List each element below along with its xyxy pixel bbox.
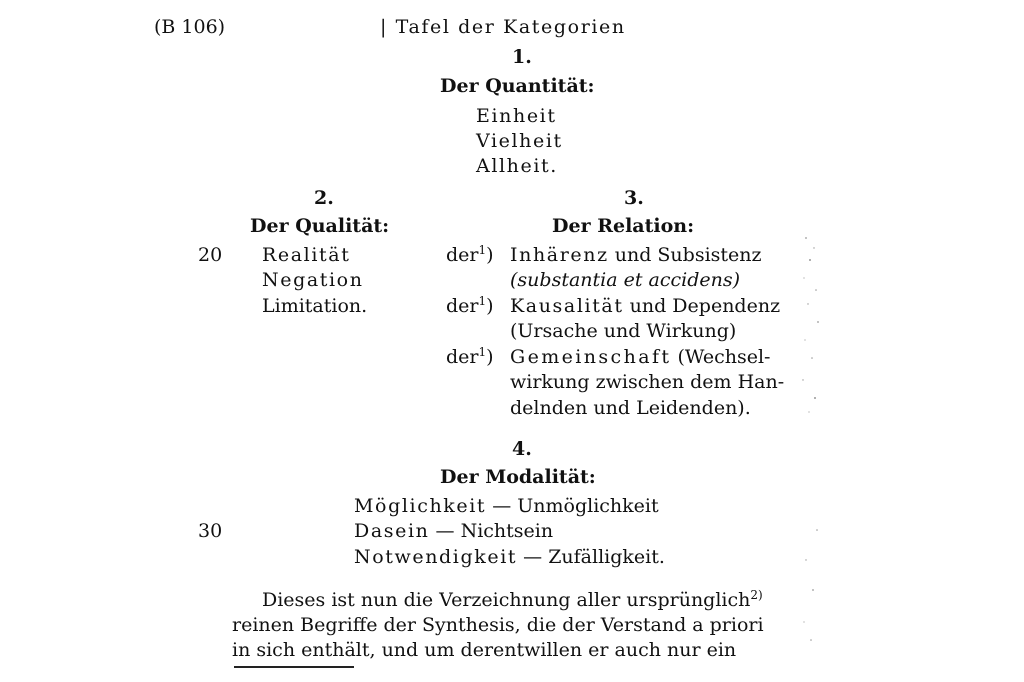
quantity-item: Allheit. [476,155,558,177]
paragraph-line: Dieses ist nun die Verzeichnung aller ursprünglich$^{2)}$ [262,588,763,611]
relation-prefix: der$^1$) [446,243,494,266]
relation-line: Inhärenz und Subsistenz [510,244,762,266]
modality-line: Möglichkeit — Unmöglichkeit [354,495,659,517]
line-number-30: 30 [198,520,223,542]
relation-prefix: der$^1$) [446,345,494,368]
quality-item: Limitation. [262,295,368,317]
quantity-heading: Der Quantität: [440,75,595,97]
relation-prefix: der$^1$) [446,294,494,317]
relation-line: (substantia et accidens) [510,269,741,291]
relation-line: Kausalität und Dependenz [510,295,781,317]
relation-line: (Ursache und Wirkung) [510,320,737,342]
modality-line: Notwendigkeit — Zufälligkeit. [354,546,665,568]
page-reference: (B 106) [154,16,226,38]
relation-number: 3. [624,187,644,209]
paragraph-line: in sich enthält, und um derentwillen er auch nur ein [232,639,737,661]
footnote-rule [234,666,354,668]
modality-number: 4. [512,438,532,460]
quality-heading: Der Qualität: [250,215,390,237]
quality-item: Realität [262,244,351,266]
modality-heading: Der Modalität: [440,466,596,488]
line-number-20: 20 [198,244,223,266]
relation-line: wirkung zwischen dem Han- [510,371,785,393]
relation-heading: Der Relation: [552,215,695,237]
paragraph-line: reinen Begriffe der Synthesis, die der Verstand a priori [232,614,764,636]
quality-item: Negation [262,269,364,291]
quantity-number: 1. [512,46,532,68]
relation-line: Gemeinschaft (Wechsel- [510,346,771,368]
scan-noise [800,230,822,650]
quality-number: 2. [314,187,334,209]
relation-line: delnden und Leidenden). [510,397,751,419]
modality-line: Dasein — Nichtsein [354,520,554,542]
page-title: | Tafel der Kategorien [380,16,626,38]
quantity-item: Einheit [476,105,557,127]
quantity-item: Vielheit [476,130,563,152]
